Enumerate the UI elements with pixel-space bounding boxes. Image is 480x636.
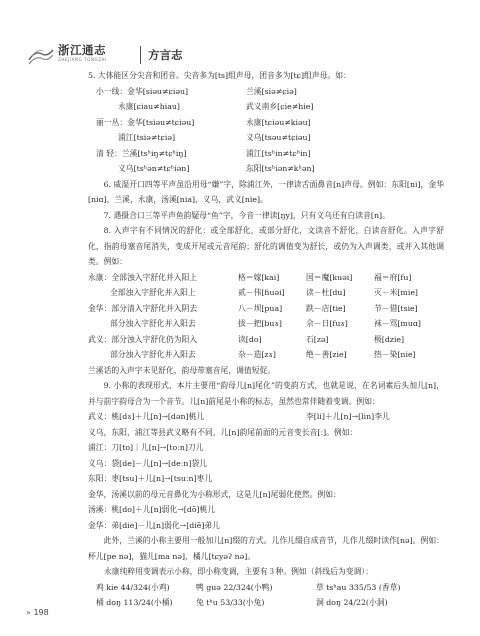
example-cell: 洞 doŋ 24/22(小洞) bbox=[316, 598, 388, 607]
paragraph: 9. 小称的表现形式，本片主要用“韵母儿[n]尾化”的变韵方式，也就是说，在名词素后头加儿[n]，并与前字韵母合为一个音节。儿[n]前尾是小称的标志，虽然也常伴随着变调。例如： bbox=[88, 381, 444, 406]
example-cell: 鸭 guə 22/324(小鸭) bbox=[196, 582, 273, 592]
paragraph: 8. 入声字有不同情况的舒化：或全部舒化，或部分舒化，文读音不舒化，白读音舒化。入声字舒化，指韵母塞音尾消失，变成开尾或元音尾韵；舒化的调值变为舒长，或仍为入声调类，或并入其他调类。例如： bbox=[88, 226, 444, 266]
example-cell: 灭－米[mie] bbox=[374, 288, 418, 297]
text-line: 义乌：袋[de]－儿[n]→[deːn]袋儿 bbox=[88, 458, 208, 468]
brand bbox=[58, 44, 107, 63]
text-line: 浦江：刀[to]｜儿[n]→[toːn]刀儿 bbox=[88, 443, 204, 452]
text-line: 兰溪话的入声字未见舒化，韵母带塞音尾，调值短促。 bbox=[88, 365, 276, 375]
example-cell: 八－坝[pua] bbox=[238, 303, 283, 313]
example-cell: 李[li]＋儿[n]→[lin]李儿 bbox=[306, 412, 390, 421]
paragraph: 6. 威湿开口四等平声虽沿用母“嫌”字，除浦江外，一律读舌面鼻音[n]声母。例如：东阳[ni]，金华[niɑ]，兰溪，永康，汤溪[nia]，义乌，武义[nie]。 bbox=[88, 179, 444, 204]
example-cell: 义乌[tsəu≠tɕiəu] bbox=[246, 133, 311, 142]
page-header bbox=[28, 42, 460, 68]
example-cell: 小一线：金华[siəu≠ɕiəu] bbox=[96, 86, 189, 96]
paragraph: 7. 遇摄合口三等平声鱼韵疑母“鱼”字，今音一律读[ŋy]，只有义乌还有白读音[n]。 bbox=[103, 210, 390, 220]
zhejiang-tongzhi-logo-icon bbox=[28, 46, 54, 66]
example-cell: 跌－店[tie] bbox=[306, 303, 346, 313]
example-cell: 拔－把[buɤ] bbox=[238, 319, 282, 328]
book-title: 方言志 bbox=[148, 48, 183, 62]
example-cell: 清 轻：兰溪[tsʰiŋ≠tɕʰiŋ] bbox=[96, 148, 187, 158]
example-cell: 贰－伟[ɦuəi] bbox=[238, 288, 285, 297]
paragraph: 此外，兰溪的小称主要用一般加儿[n]缀的方式。儿作儿缀自成音节，儿作儿缀时读作[nə]。例如：杯儿[pe nə]，猫儿[ma nə]，橘儿[tɕyəʔ nə]。 bbox=[88, 536, 444, 561]
example-cell: 武义：桃[dɤ]＋儿[n]→[dən]桃儿 bbox=[88, 412, 205, 421]
example-cell: 兔 tʰu 53/33(小兔) bbox=[196, 598, 265, 607]
example-row bbox=[88, 161, 444, 177]
double-chevron-icon: » bbox=[26, 608, 31, 617]
example-row bbox=[88, 285, 444, 301]
page-number-text: 198 bbox=[33, 608, 49, 617]
brand-pinyin: ZHEJIANG TONGZHI bbox=[58, 57, 107, 62]
example-cell: 桶 doŋ 113/24(小桶) bbox=[96, 598, 173, 607]
header-divider bbox=[140, 46, 141, 64]
example-cell: 浦江[tsʰin≠tɕʰin] bbox=[246, 148, 311, 158]
page-body bbox=[88, 68, 444, 611]
example-cell: 绝－善[zie] bbox=[306, 350, 347, 359]
example-row bbox=[88, 99, 444, 115]
text-line: 义乌，东阳，浦江等县武义略有不同，儿[n]韵尾前面的元音变长音[ː]。例如： bbox=[88, 427, 358, 437]
example-cell: 东阳[tsʰiən≠kʰən] bbox=[246, 164, 315, 173]
example-cell: 袜－骂[muɑ] bbox=[374, 319, 421, 328]
example-cell: 义乌[tsʰən≠tɕʰiən] bbox=[118, 164, 190, 173]
example-row bbox=[88, 301, 444, 317]
example-cell: 节－借[tsie] bbox=[374, 303, 418, 313]
example-cell: 国＝魔[kuəi] bbox=[306, 272, 353, 282]
example-cell: 读[do] bbox=[238, 334, 262, 344]
example-cell: 部分浊入字舒化并入阳去 bbox=[110, 350, 196, 359]
example-row bbox=[88, 409, 444, 425]
example-row bbox=[88, 115, 444, 131]
example-row bbox=[88, 347, 444, 363]
example-cell: 热－染[nie] bbox=[374, 350, 416, 359]
text-line: 永康纯粹用变调表示小称，即小称变调，主要有３种。例如（斜线后为变调）： bbox=[104, 567, 373, 576]
example-row bbox=[88, 332, 444, 348]
brand-chinese: 浙江通志 bbox=[58, 43, 106, 57]
example-cell: 丽一丛：金华[tsiəu≠tɕiəu] bbox=[96, 117, 195, 127]
example-cell: 兰溪[siə≠ɕiə] bbox=[246, 86, 297, 96]
example-cell: 极[dzie] bbox=[374, 334, 405, 344]
example-cell: 读－杜[du] bbox=[306, 288, 346, 297]
example-cell: 武义南乡[ɕie≠hie] bbox=[246, 102, 314, 111]
example-row bbox=[88, 316, 444, 332]
example-row bbox=[88, 146, 444, 162]
example-cell: 浦江[tsiə≠tɕiə] bbox=[118, 133, 176, 142]
example-cell: 永康[tɕiəu≠kiəu] bbox=[246, 117, 311, 127]
example-cell: 永康：全部浊入字舒化并入阳上 bbox=[88, 272, 198, 282]
example-row bbox=[88, 84, 444, 100]
page-number bbox=[26, 608, 49, 617]
example-cell: 金华：部分清入字舒化并入阴去 bbox=[88, 303, 198, 313]
example-cell: 草 tsʰau 335/53 (香草) bbox=[316, 582, 401, 592]
example-cell: 福＝府[fu] bbox=[374, 272, 412, 282]
text-line: 汤溪：桃[do]＋儿[n]弱化→[dõ]桃儿 bbox=[88, 505, 216, 514]
example-cell: 石[zə] bbox=[306, 334, 329, 344]
example-cell: 佘－日[fuɤ] bbox=[306, 319, 348, 328]
example-cell: 格＝嫁[kai] bbox=[238, 272, 280, 282]
example-cell: 武义：部分浊入字舒化仍为阳入 bbox=[88, 334, 198, 344]
example-cell: 全部浊入字舒化并入阳上 bbox=[110, 288, 196, 297]
text-line: 金华，汤溪以前的母元音鼻化为小称形式，这是儿[n]尾弱化使然。例如： bbox=[88, 489, 341, 499]
text-line: 东阳：枣[tsu]＋儿[n]→[tsuːn]枣儿 bbox=[88, 474, 213, 483]
text-line: 金华：弟[die]－儿[n]弱化→[diẽ]弟儿 bbox=[88, 520, 220, 530]
example-cell: 永康[ɕiau≠hiau] bbox=[118, 102, 180, 111]
example-cell: 鸡 kie 44/324(小鸡) bbox=[96, 582, 170, 592]
example-cell: 杂－造[zɤ] bbox=[238, 350, 276, 359]
example-row bbox=[88, 270, 444, 286]
example-row bbox=[88, 130, 444, 146]
example-row bbox=[88, 580, 444, 596]
text-line: 5. 大体能区分尖音和团音。尖音多为[ts]组声母，团音多为[tɕ]组声母。如： bbox=[88, 71, 351, 80]
example-row bbox=[88, 595, 444, 611]
example-cell: 部分浊入字舒化并入阳去 bbox=[110, 319, 196, 328]
